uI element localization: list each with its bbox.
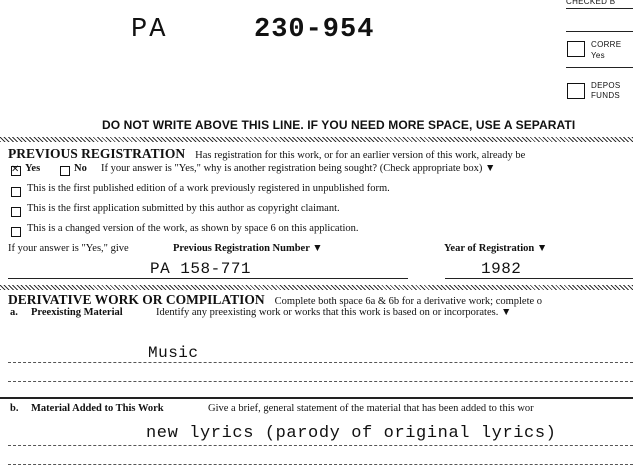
- option-changed-version-checkbox[interactable]: [11, 227, 21, 237]
- part-a-line-1: [8, 362, 633, 363]
- option-first-published-label: This is the first published edition of a work previously registered in unpublished form.: [27, 183, 390, 194]
- correspondence-checkbox[interactable]: [567, 41, 585, 57]
- registration-number: 230-954: [254, 15, 375, 45]
- part-b-title: Material Added to This Work: [31, 403, 164, 414]
- part-b-line-2: [8, 464, 633, 465]
- deposit-label-1: DEPOS: [591, 81, 621, 90]
- previous-number-underline: [8, 278, 408, 279]
- derivative-intro: Complete both space 6a & 6b for a derivative work; complete o: [274, 296, 543, 307]
- previous-registration-heading: PREVIOUS REGISTRATION: [8, 146, 186, 161]
- do-not-write-notice: DO NOT WRITE ABOVE THIS LINE. IF YOU NEED MORE SPACE, USE A SEPARATI: [102, 118, 576, 132]
- part-b-rule: [0, 397, 633, 399]
- section-divider-hatch: [0, 137, 633, 142]
- year-value[interactable]: 1982: [481, 260, 522, 278]
- previous-registration-yes-checkbox[interactable]: [11, 166, 21, 176]
- office-rule-1: [566, 8, 633, 9]
- checked-by-label: CHECKED B: [566, 0, 616, 6]
- part-b-label: b.: [10, 403, 19, 414]
- correspondence-yes-label: Yes: [591, 51, 605, 60]
- correspondence-label: CORRE: [591, 40, 622, 49]
- part-a-label: a.: [10, 307, 18, 318]
- previous-number-value[interactable]: PA 158-771: [150, 260, 252, 278]
- option-first-application-label: This is the first application submitted by this author as copyright claimant.: [27, 203, 340, 214]
- office-rule-2: [566, 31, 633, 32]
- registration-prefix: PA: [131, 15, 168, 45]
- part-a-text: Identify any preexisting work or works that this work is based on or incorporates. ▼: [156, 307, 512, 318]
- section-divider-hatch-2: [0, 285, 633, 290]
- preexisting-material-value[interactable]: Music: [148, 344, 199, 362]
- part-b-line-1: [8, 445, 633, 446]
- previous-registration-no-checkbox[interactable]: [60, 166, 70, 176]
- no-label: No: [74, 163, 87, 174]
- option-first-published-checkbox[interactable]: [11, 187, 21, 197]
- year-label: Year of Registration ▼: [444, 243, 548, 254]
- part-a-title: Preexisting Material: [31, 307, 123, 318]
- previous-registration-row: [8, 145, 525, 163]
- office-rule-3: [566, 67, 633, 68]
- yes-label: Yes: [25, 163, 41, 174]
- year-underline: [445, 278, 633, 279]
- if-yes-prefix: If your answer is "Yes," give: [8, 243, 129, 254]
- derivative-heading: DERIVATIVE WORK OR COMPILATION: [8, 292, 265, 307]
- option-first-application-checkbox[interactable]: [11, 207, 21, 217]
- why-text: If your answer is "Yes," why is another registration being sought? (Check appropriate box) ▼: [101, 163, 496, 174]
- previous-registration-question: Has registration for this work, or for an earlier version of this work, already be: [195, 150, 526, 161]
- part-b-text: Give a brief, general statement of the material that has been added to this wor: [208, 403, 534, 414]
- deposit-checkbox[interactable]: [567, 83, 585, 99]
- option-changed-version-label: This is a changed version of the work, as shown by space 6 on this application.: [27, 223, 359, 234]
- deposit-label-2: FUNDS: [591, 91, 621, 100]
- part-a-line-2: [8, 381, 633, 382]
- material-added-value[interactable]: new lyrics (parody of original lyrics): [146, 424, 557, 443]
- previous-number-label: Previous Registration Number ▼: [173, 243, 323, 254]
